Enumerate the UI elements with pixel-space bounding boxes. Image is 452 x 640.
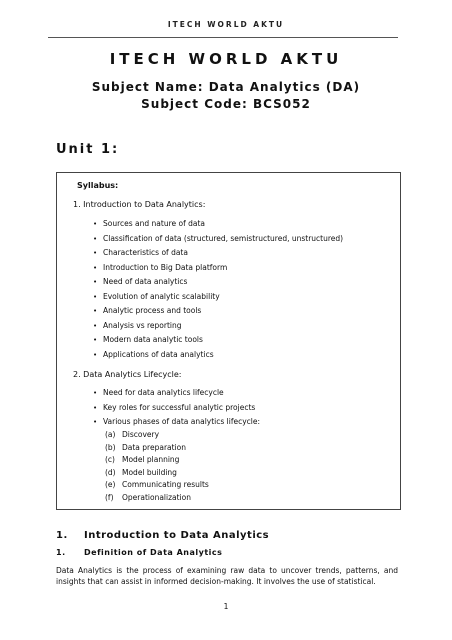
unit-title: Unit 1: — [56, 142, 120, 157]
page-number: 1 — [223, 602, 229, 611]
section-number: 1. — [56, 530, 68, 541]
list-item: • Evolution of analytic scalability — [93, 290, 343, 305]
section-heading — [56, 530, 269, 541]
list-item: • Introduction to Big Data platform — [93, 261, 343, 276]
list-item: • Need for data analytics lifecycle — [93, 386, 260, 401]
list-item: • Classification of data (structured, semistructured, unstructured) — [93, 232, 343, 247]
list-item: (f) Operationalization — [105, 492, 191, 502]
bullet-icon: • — [93, 249, 98, 257]
list-item: (e) Communicating results — [105, 480, 209, 489]
bullet-icon: • — [93, 389, 98, 397]
list-item: • Applications of data analytics — [93, 348, 343, 363]
body-paragraph: Data Analytics is the process of examining raw data to uncover trends, patterns, and insights that can assist in informed decision-making. It involves the use of statistical. — [56, 566, 398, 586]
bullet-icon: • — [93, 234, 98, 243]
bullet-icon: • — [93, 336, 98, 344]
bullet-icon: • — [93, 307, 98, 315]
bullet-icon: • — [93, 321, 98, 330]
section-title: Introduction to Data Analytics — [84, 530, 270, 541]
bullet-icon: • — [93, 220, 98, 228]
bullet-icon: • — [93, 418, 98, 426]
list-item: (b) Data preparation — [105, 442, 186, 452]
subject-name: Subject Name: Data Analytics (DA) — [91, 80, 361, 94]
subsection-title: Definition of Data Analytics — [84, 548, 223, 557]
bullet-icon: • — [93, 350, 98, 359]
bullet-icon: • — [93, 278, 98, 286]
topic-2-list — [93, 386, 260, 430]
syllabus-heading: Syllabus: — [77, 181, 119, 190]
running-header: ITECH WORLD AKTU — [167, 20, 285, 29]
topic-1-title: 1. Introduction to Data Analytics: — [73, 200, 206, 209]
list-item: • Modern data analytic tools — [93, 333, 343, 348]
list-item: • Characteristics of data — [93, 246, 343, 261]
list-item: • Need of data analytics — [93, 275, 343, 290]
list-item: • Sources and nature of data — [93, 217, 343, 232]
list-item: (a) Discovery — [105, 430, 160, 439]
list-item: • Analysis vs reporting — [93, 319, 343, 334]
bullet-icon: • — [93, 292, 98, 301]
list-item: • Various phases of data analytics lifecycle: — [93, 415, 260, 430]
bullet-icon: • — [93, 403, 98, 412]
header-rule — [48, 37, 398, 38]
list-item: • Key roles for successful analytic projects — [93, 401, 260, 416]
topic-1-list — [93, 217, 343, 362]
document-title: ITECH WORLD AKTU — [109, 50, 343, 68]
list-item: • Analytic process and tools — [93, 304, 343, 319]
bullet-icon: • — [93, 263, 98, 272]
subject-code: Subject Code: BCS052 — [141, 97, 311, 111]
list-item: (c) Model planning — [105, 455, 180, 464]
syllabus-box — [56, 172, 401, 510]
topic-2-title: 2. Data Analytics Lifecycle: — [73, 370, 182, 379]
list-item: (d) Model building — [105, 467, 177, 477]
subsection-heading — [56, 548, 222, 557]
subsection-number: 1. — [56, 548, 66, 557]
lifecycle-phases-list — [105, 429, 209, 504]
